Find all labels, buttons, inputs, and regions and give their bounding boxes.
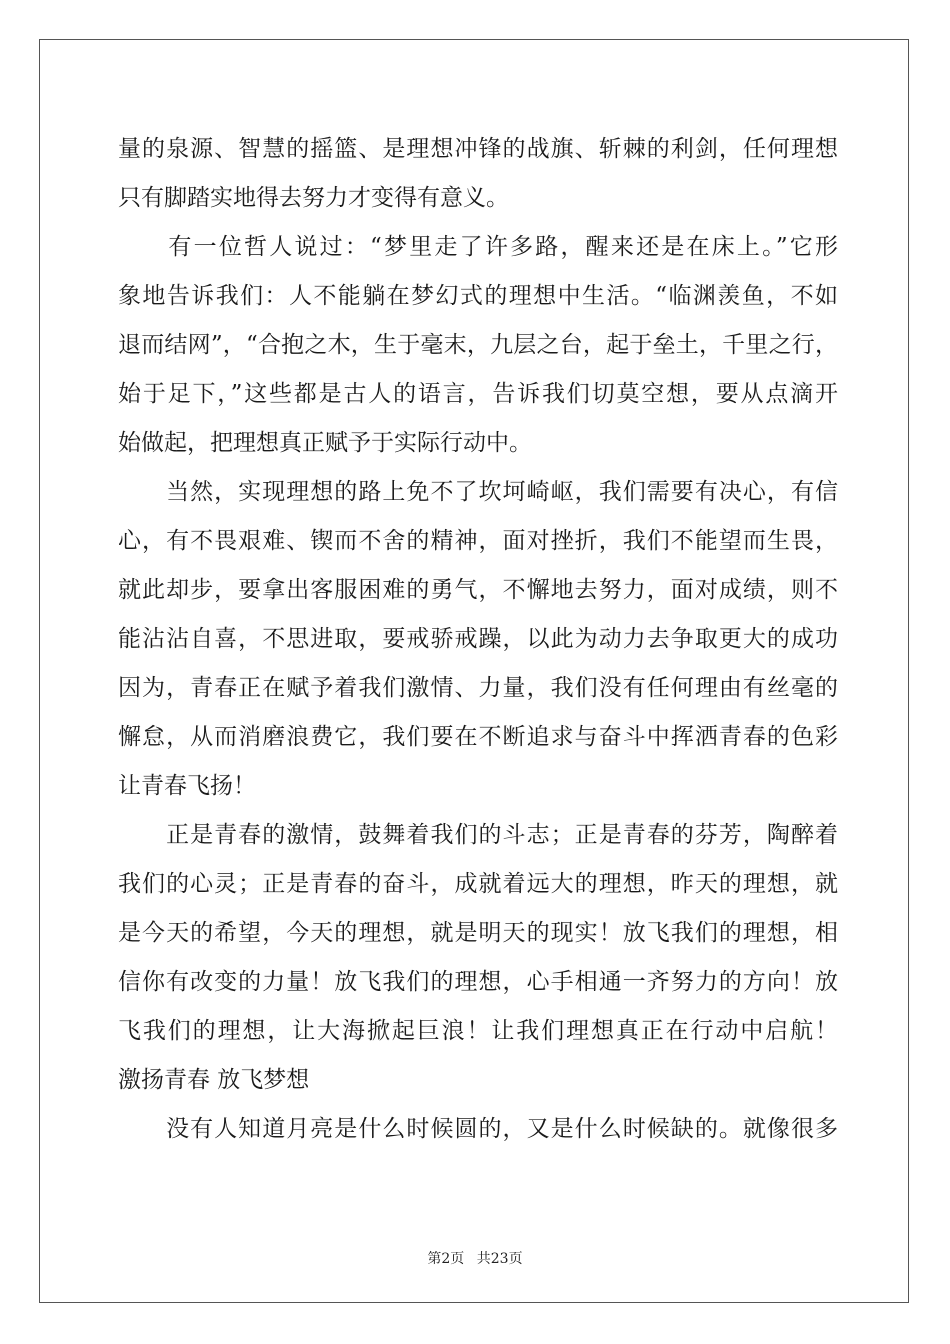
text-line: 正是青春的激情，鼓舞着我们的斗志；正是青春的芬芳，陶醉着 xyxy=(118,822,838,848)
text-line: 信你有改变的力量！放飞我们的理想，心手相通一齐努力的方向！放 xyxy=(118,969,838,995)
text-line: 我们的心灵；正是青春的奋斗，成就着远大的理想，昨天的理想，就 xyxy=(118,871,838,897)
text-line: 退而结网”，“合抱之木，生于毫末，九层之台，起于垒土，千里之行， xyxy=(118,332,838,358)
document-body xyxy=(118,125,838,1154)
page-footer xyxy=(0,1248,950,1268)
text-line: 没有人知道月亮是什么时候圆的，又是什么时候缺的。就像很多 xyxy=(118,1116,838,1142)
text-line: 象地告诉我们：人不能躺在梦幻式的理想中生活。“临渊羡鱼，不如 xyxy=(118,283,838,309)
text-line: 就此却步，要拿出客服困难的勇气，不懈地去努力，面对成绩，则不 xyxy=(118,577,838,603)
text-line: 始于足下，”这些都是古人的语言，告诉我们切莫空想，要从点滴开 xyxy=(118,381,838,407)
page-number: 第2页 xyxy=(427,1251,465,1267)
page-total: 共23页 xyxy=(476,1251,523,1267)
text-line: 懈怠，从而消磨浪费它，我们要在不断追求与奋斗中挥洒青春的色彩 xyxy=(118,724,838,750)
text-line: 量的泉源、智慧的摇篮、是理想冲锋的战旗、斩棘的利剑，任何理想 xyxy=(118,136,838,162)
text-line: 始做起，把理想真正赋予于实际行动中。 xyxy=(118,430,532,456)
text-line: 只有脚踏实地得去努力才变得有意义。 xyxy=(118,185,509,211)
text-line: 能沾沾自喜，不思进取，要戒骄戒躁，以此为动力去争取更大的成功 xyxy=(118,626,838,652)
text-line: 因为，青春正在赋予着我们激情、力量，我们没有任何理由有丝毫的 xyxy=(118,675,838,701)
text-line: 当然，实现理想的路上免不了坎坷崎岖，我们需要有决心，有信 xyxy=(118,479,838,505)
text-line: 是今天的希望，今天的理想，就是明天的现实！放飞我们的理想，相 xyxy=(118,920,838,946)
text-line: 飞我们的理想，让大海掀起巨浪！让我们理想真正在行动中启航！ xyxy=(118,1018,838,1044)
text-line: 心，有不畏艰难、锲而不舍的精神，面对挫折，我们不能望而生畏， xyxy=(118,528,838,554)
section-heading: 激扬青春 放飞梦想 xyxy=(118,1067,310,1093)
text-line: 让青春飞扬！ xyxy=(118,773,256,799)
text-line: 有一位哲人说过：“梦里走了许多路，醒来还是在床上。”它形 xyxy=(118,234,838,260)
